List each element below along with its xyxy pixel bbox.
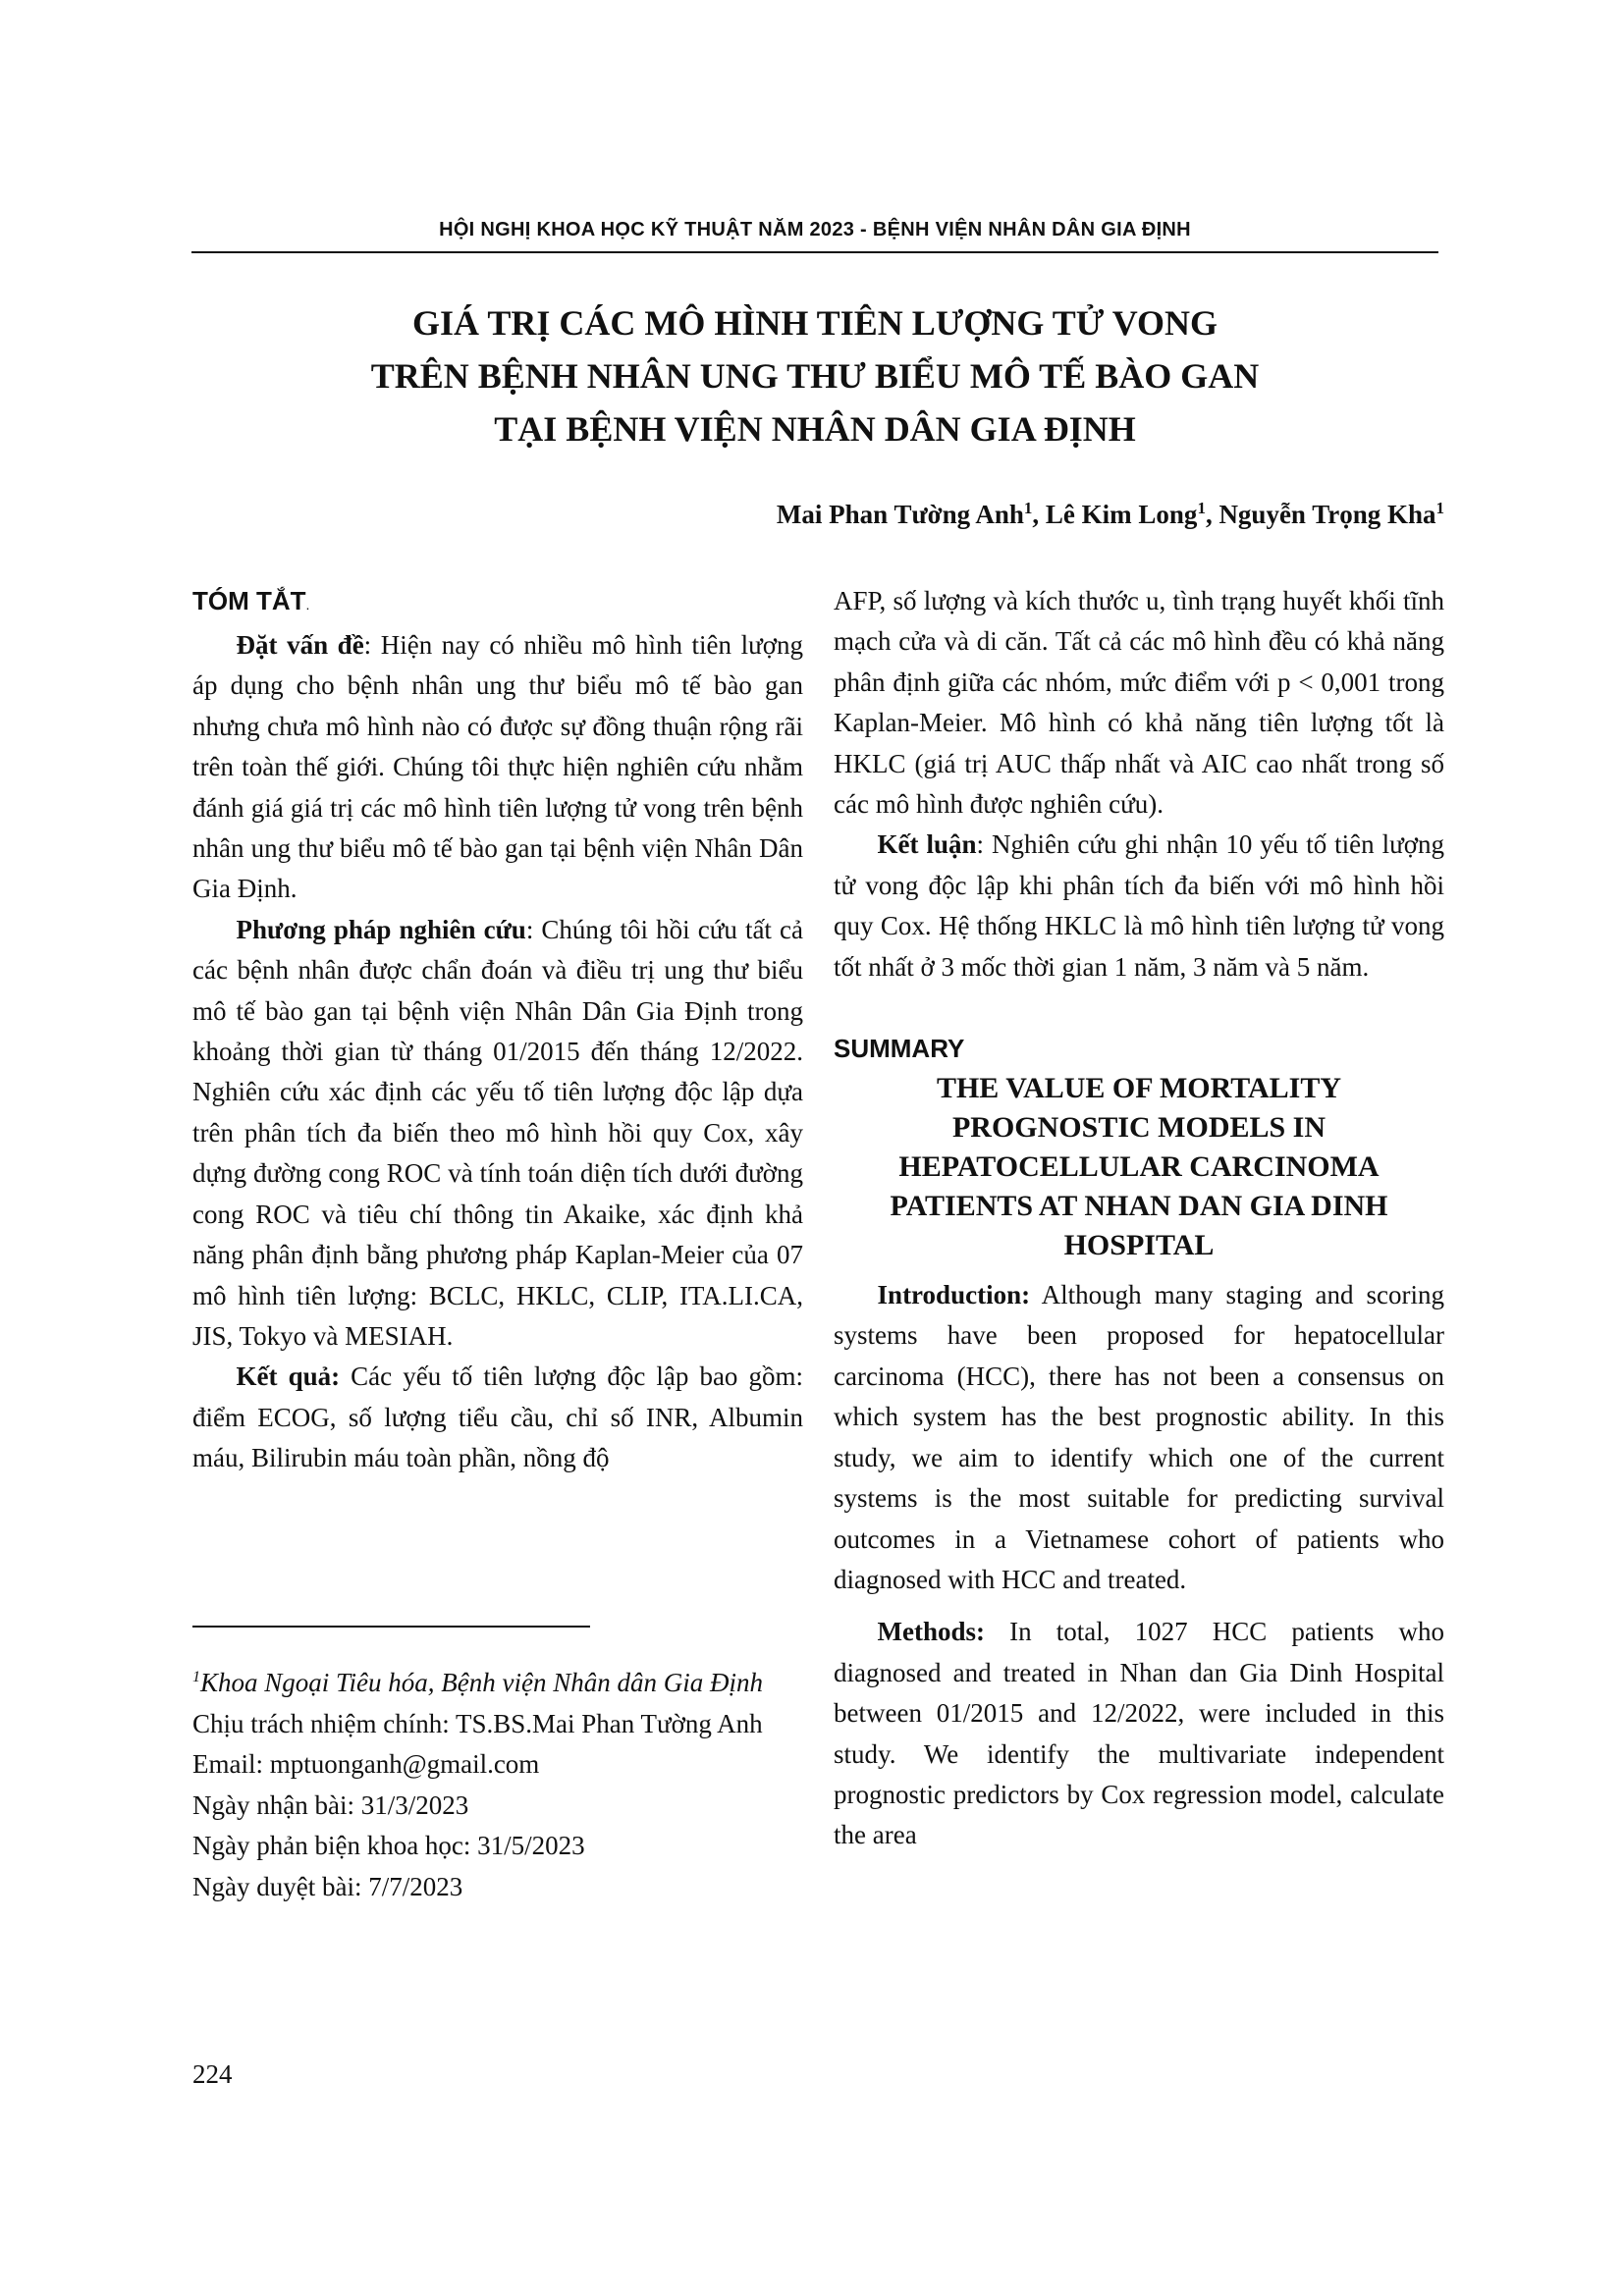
en-abstract-heading: SUMMARY	[834, 1034, 965, 1064]
running-header: HỘI NGHỊ KHOA HỌC KỸ THUẬT NĂM 2023 - BỆNH VIỆN NHÂN DÂN GIA ĐỊNH	[439, 219, 1191, 240]
heading-dot: .	[305, 597, 310, 613]
vi-methods-text: : Chúng tôi hồi cứu tất cả các bệnh nhân được chẩn đoán và điều trị ung thư biểu mô tế bào gan tại bệnh viện Nhân Dân Gia Định trong khoảng thời gian từ tháng 01/2015 đến tháng 12/2022. Nghiên cứu xác định các yếu tố tiên lượng độc lập dựa trên phân tích đa biến theo mô hình hồi quy Cox, xây dựng đường cong ROC và tính toán diện tích dưới đường cong ROC và tiêu chí thông tin Akaike, xác định khả năng phân định bằng phương pháp Kaplan-Meier của 07 mô hình tiên lượng: BCLC, HKLC, CLIP, ITA.LI.CA, JIS, Tokyo và MESIAH.	[192, 914, 803, 1351]
vi-results-paragraph	[192, 1357, 803, 1478]
vi-methods-label: Phương pháp nghiên cứu	[236, 914, 526, 944]
author-name: Mai Phan Tường Anh	[776, 500, 1024, 529]
en-intro-text: Although many staging and scoring systems have been proposed for hepatocellular carcinoma (HCC), there has not been a consensus on which system has the best prognostic ability. In this study, we aim to identify which one of the current systems is the most suitable for predicting survival outcomes in a Vietnamese cohort of patients who diagnosed with HCC and treated.	[834, 1280, 1444, 1594]
affiliation-mark: 1	[192, 1669, 200, 1685]
author-affiliation-mark: 1	[1023, 499, 1033, 517]
author-affiliation-mark: 1	[1435, 499, 1444, 517]
title-line: TRÊN BỆNH NHÂN UNG THƯ BIỂU MÔ TẾ BÀO GAN	[370, 356, 1260, 396]
en-title-line: THE VALUE OF MORTALITY	[936, 1072, 1342, 1105]
corresponding-author: Chịu trách nhiệm chính: TS.BS.Mai Phan Tường Anh	[192, 1708, 763, 1738]
reviewed-date: Ngày phản biện khoa học: 31/5/2023	[192, 1831, 585, 1861]
en-title	[834, 1069, 1444, 1265]
en-methods-label: Methods:	[877, 1617, 986, 1647]
en-intro-paragraph	[834, 1275, 1444, 1600]
vi-background-paragraph	[192, 625, 803, 910]
page-number: 224	[192, 2059, 233, 2089]
vi-conclusion-label: Kết luận	[877, 829, 977, 860]
vi-abstract-heading-text: TÓM TẮT	[192, 586, 306, 615]
en-intro-label: Introduction:	[877, 1280, 1031, 1310]
footnote-rule	[192, 1626, 590, 1628]
article-title	[191, 296, 1438, 455]
en-title-line: PATIENTS AT NHAN DAN GIA DINH	[890, 1190, 1388, 1223]
en-title-line: HOSPITAL	[1063, 1229, 1215, 1262]
email-line: Email: mptuonganh@gmail.com	[192, 1749, 540, 1780]
received-date: Ngày nhận bài: 31/3/2023	[192, 1789, 469, 1820]
author-affiliation-mark: 1	[1197, 499, 1206, 517]
author-separator: ,	[1205, 500, 1219, 529]
affiliation-text: Khoa Ngoại Tiêu hóa, Bệnh viện Nhân dân Gia Định	[200, 1668, 763, 1697]
title-line: TẠI BỆNH VIỆN NHÂN DÂN GIA ĐỊNH	[494, 409, 1136, 449]
vi-results-label: Kết quả:	[236, 1362, 341, 1392]
author-list	[777, 499, 1444, 530]
title-line: GIÁ TRỊ CÁC MÔ HÌNH TIÊN LƯỢNG TỬ VONG	[411, 303, 1218, 343]
en-methods-text: In total, 1027 HCC patients who diagnosed and treated in Nhan dan Gia Dinh Hospital between 01/2015 and 12/2022, were included in this study. We identify the multivariate independent prognostic predictors by Cox regression model, calculate the area	[834, 1617, 1444, 1850]
vi-conclusion-paragraph	[834, 825, 1444, 988]
author-separator: ,	[1032, 500, 1046, 529]
accepted-date: Ngày duyệt bài: 7/7/2023	[192, 1871, 463, 1901]
vi-abstract-heading	[192, 581, 803, 625]
author-name: Lê Kim Long	[1045, 500, 1198, 529]
en-title-line: HEPATOCELLULAR CARCINOMA	[898, 1150, 1380, 1184]
vi-background-label: Đặt vấn đề	[236, 630, 364, 660]
right-column	[834, 581, 1444, 1856]
en-methods-paragraph	[834, 1612, 1444, 1855]
en-title-line: PROGNOSTIC MODELS IN	[951, 1111, 1326, 1145]
author-name: Nguyễn Trọng Kha	[1218, 500, 1436, 529]
vi-results-continued: AFP, số lượng và kích thước u, tình trạng huyết khối tĩnh mạch cửa và di căn. Tất cả các mô hình đều có khả năng phân định giữa các nhóm, mức điểm với p < 0,001 trong Kaplan-Meier. Mô hình có khả năng tiên lượng tốt là HKLC (giá trị AUC thấp nhất và AIC cao nhất trong số các mô hình được nghiên cứu).	[834, 586, 1444, 820]
vi-methods-paragraph	[192, 910, 803, 1357]
footnotes	[192, 1657, 803, 1908]
affiliation-note	[192, 1657, 803, 1704]
vi-results-text: Các yếu tố tiên lượng độc lập bao gồm: điểm ECOG, số lượng tiểu cầu, chỉ số INR, Albumin máu, Bilirubin máu toàn phần, nồng độ	[192, 1362, 803, 1473]
header-rule	[191, 251, 1438, 253]
vi-conclusion-text: : Nghiên cứu ghi nhận 10 yếu tố tiên lượng tử vong độc lập khi phân tích đa biến với mô hình hồi quy Cox. Hệ thống HKLC là mô hình tiên lượng tử vong tốt nhất ở 3 mốc thời gian 1 năm, 3 năm và 5 năm.	[834, 829, 1444, 982]
vi-background-text: : Hiện nay có nhiều mô hình tiên lượng áp dụng cho bệnh nhân ung thư biểu mô tế bào gan nhưng chưa mô hình nào có được sự đồng thuận rộng rãi trên toàn thế giới. Chúng tôi thực hiện nghiên cứu nhằm đánh giá giá trị các mô hình tiên lượng tử vong trên bệnh nhân ung thư biểu mô tế bào gan tại bệnh viện Nhân Dân Gia Định.	[192, 630, 803, 904]
left-column	[192, 581, 803, 1479]
